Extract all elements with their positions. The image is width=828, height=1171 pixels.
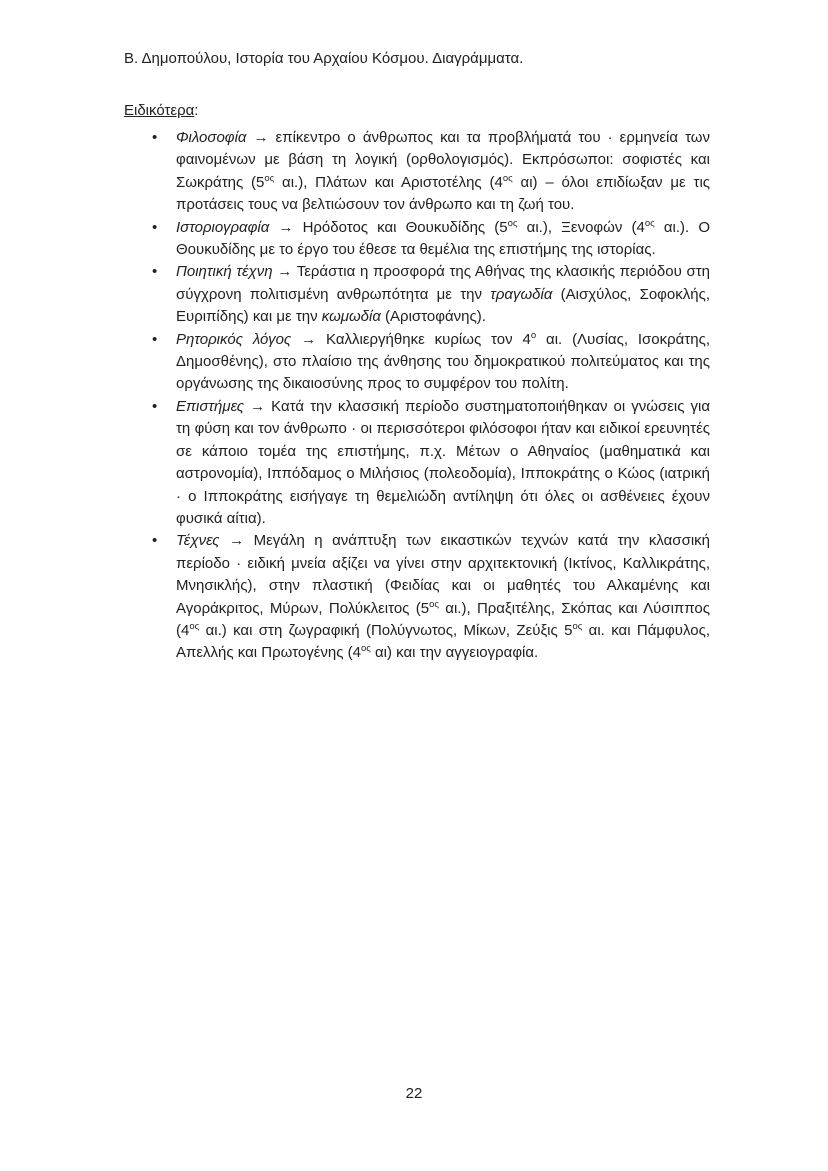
bullet-text-rhetoric: Ρητορικός λόγος → Καλλιεργήθηκε κυρίως τον $4^o$ αι. (Λυσίας, Ισοκράτης, Δημοσθένης), στο πλαίσιο της άνθησης του δημοκρατικού πολιτεύματος και της οργάνωσης της δικαιοσύνης προς το συμφέρον του πολίτη.: [176, 329, 711, 393]
bullet-item-philosophy: [124, 127, 710, 217]
bullet-icon: •: [152, 532, 158, 550]
bullet-text-philosophy: Φιλοσοφία → επίκεντρο ο άνθρωπος και τα προβλήματά του · ερμηνεία των φαινομένων με βάση τη λογική (ορθολογισμός). Εκπρόσωποι: σοφιστές και Σωκράτης ($5^{o\varsigma}$ αι.), Πλάτων και Αριστοτέλης ($4^{o\varsigma}$ αι) – όλοι επιδίωξαν με τις προτάσεις τους να βελτιώσουν τον άνθρωπο και τη ζωή του.: [176, 129, 711, 214]
bullet-list: [124, 127, 710, 665]
bullet-icon: •: [152, 263, 158, 281]
bullet-text-arts: Τέχνες → Μεγάλη η ανάπτυξη των εικαστικών τεχνών κατά την κλασσική περίοδο · ειδική μνεία αξίζει να γίνει στην αρχιτεκτονική (Ικτίνος, Καλλικράτης, Μνησικλής), στην πλαστική (Φειδίας και οι μαθητές του Αλκαμένης και Αγοράκριτος, Μύρων, Πολύκλειτος ($5^{o\varsigma}$ αι.), Πραξιτέλης, Σκόπας και Λύσιππος ($4^{o\varsigma}$ αι.) και στη ζωγραφική (Πολύγνωτος, Μίκων, Ζεύξις $5^{o\varsigma}$ αι. και Πάμφυλος, Απελλής και Πρωτογένης ($4^{o\varsigma}$ αι) και την αγγειογραφία.: [176, 532, 710, 662]
bullet-icon: •: [152, 330, 158, 348]
document-title: Β. Δημοπούλου, Ιστορία του Αρχαίου Κόσμου. Διαγράμματα.: [124, 50, 524, 67]
section-heading: [124, 100, 710, 122]
bullet-item-sciences: [124, 396, 710, 530]
bullet-icon: •: [152, 397, 158, 415]
bullet-item-rhetoric: [124, 329, 710, 396]
bullet-item-poetic-art: [124, 261, 710, 328]
section-heading-text: Ειδικότερα: [124, 102, 195, 119]
bullet-text-historiography: Ιστοριογραφία → Ηρόδοτος και Θουκυδίδης ($5^{o\varsigma}$ αι.), Ξενοφών ($4^{o\varsigma}$ αι.). Ο Θουκυδίδης με το έργο του έθεσε τα θεμέλια της επιστήμης της ιστορίας.: [176, 217, 710, 259]
page-number: 22: [405, 1085, 423, 1102]
bullet-icon: •: [152, 218, 158, 236]
bullet-text-poetic-art: Ποιητική τέχνη → Τεράστια η προσφορά της Αθήνας της κλασικής περιόδου στη σύγχρονη πολιτισμένη ανθρωπότητα με την τραγωδία (Αισχύλος, Σοφοκλής, Ευριπίδης) και με την κωμωδία (Αριστοφάνης).: [176, 263, 710, 326]
bullet-text-sciences: Επιστήμες → Κατά την κλασσική περίοδο συστηματοποιήθηκαν οι γνώσεις για τη φύση και τον άνθρωπο · οι περισσότεροι φιλόσοφοι ήταν και ειδικοί ερευνητές σε κάποιο τομέα της επιστήμης, π.χ. Μέτων ο Αθηναίος (μαθηματικά και αστρονομία), Ιππόδαμος ο Μιλήσιος (πολεοδομία), Ιπποκράτης ο Κώος (ιατρική · ο Ιπποκράτης εισήγαγε τη θεμελιώδη αντίληψη ότι όλες οι ασθένειες έχουν φυσικά αίτια).: [176, 397, 710, 527]
bullet-icon: •: [152, 129, 158, 146]
document-content: [124, 48, 710, 665]
bullet-item-historiography: [124, 217, 710, 262]
bullet-item-arts: [124, 530, 710, 664]
section-heading-colon: :: [194, 102, 199, 119]
